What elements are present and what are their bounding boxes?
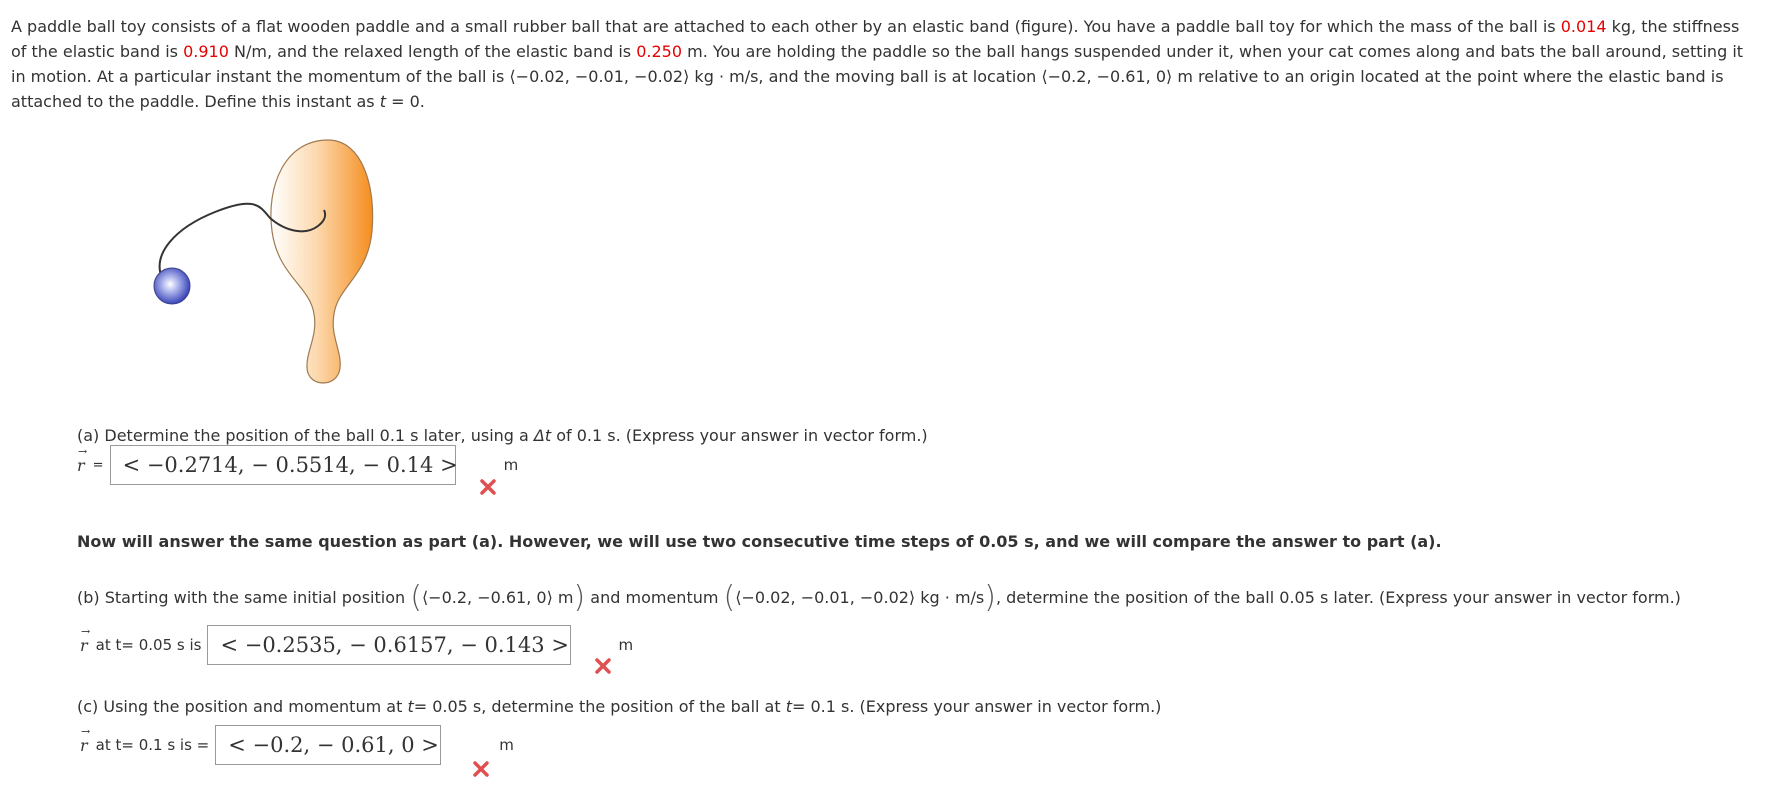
- part-b-text-1: (b) Starting with the same initial position: [77, 588, 411, 607]
- part-b-text-3: , determine the position of the ball 0.05 s later. (Express your answer in vector form.): [995, 588, 1681, 607]
- part-c-label: at t= 0.1 s is =: [95, 736, 210, 754]
- stiffness-value: 0.910: [183, 42, 229, 61]
- r-vector-symbol: → r: [77, 444, 88, 475]
- relaxed-length-value: 0.250: [636, 42, 683, 61]
- paren-close: ): [573, 580, 586, 615]
- paren-open: (: [410, 580, 422, 615]
- part-c-unit: m: [499, 736, 514, 754]
- intro-text-1: A paddle ball toy consists of a flat wooden paddle and a small rubber ball that are attached to each other by an elastic band (figure). You have a paddle ball toy for which the mass of the ball is: [11, 17, 1561, 36]
- intro-text-5: and the moving ball is at location: [763, 67, 1042, 86]
- incorrect-x-icon: [594, 657, 612, 675]
- intro-text-4: m. You are holding the paddle so the ball hangs suspended under it, when your cat comes along and bats the ball around, setting it in motion. At a particular instant the momentum of the ball is: [11, 42, 1744, 86]
- intro-text-2: kg, the stiffness of the elastic band is: [11, 17, 1740, 61]
- delta-t-symbol: Δt: [533, 426, 552, 445]
- part-a-text-1: (a) Determine the position of the ball 0.1 s later, using a: [77, 426, 534, 445]
- part-b-label: at t= 0.05 s is: [95, 636, 202, 654]
- incorrect-x-icon: [479, 478, 497, 496]
- part-a-unit: m: [503, 456, 519, 474]
- r-vector-symbol: → r: [80, 724, 91, 755]
- t-variable: t: [785, 697, 792, 716]
- part-b-answer-box[interactable]: [207, 625, 571, 665]
- paren-close-2: ): [984, 580, 996, 615]
- part-b-question: [77, 580, 1681, 615]
- incorrect-x-icon: [472, 760, 490, 778]
- part-c-answer-row: [80, 725, 514, 765]
- mass-value: 0.014: [1560, 17, 1607, 36]
- t-variable: t: [379, 92, 387, 111]
- part-c-answer-value: < −0.2, − 0.61, 0 >: [228, 733, 439, 757]
- part-a-question: [77, 426, 928, 445]
- part-c-answer-box[interactable]: [215, 725, 441, 765]
- part-a-answer-value: < −0.2714, − 0.5514, − 0.14 >: [122, 453, 458, 477]
- paddle-ball-figure: [140, 136, 420, 406]
- part-a-answer-box[interactable]: [110, 445, 456, 485]
- intro-text-6: relative to an origin located at the point where the elastic band is attached to the paddle. Define this instant as: [11, 67, 1724, 111]
- part-c-text-1: (c) Using the position and momentum at: [77, 697, 408, 716]
- part-c-text-3: = 0.1 s. (Express your answer in vector form.): [791, 697, 1162, 716]
- part-b-answer-row: [80, 625, 633, 665]
- equals-sign: =: [92, 457, 104, 473]
- intro-text-7: = 0.: [386, 92, 425, 111]
- part-b-answer-value: < −0.2535, − 0.6157, − 0.143 >: [220, 633, 569, 657]
- part-b-momentum: ⟨−0.02, −0.01, −0.02⟩ kg · m/s: [735, 588, 985, 607]
- initial-momentum: ⟨−0.02, −0.01, −0.02⟩ kg · m/s,: [509, 67, 764, 86]
- r-vector-symbol: → r: [80, 624, 91, 655]
- instruction-note: Now will answer the same question as part (a). However, we will use two consecutive time steps of 0.05 s, and we will compare the answer to part (a).: [77, 532, 1442, 551]
- part-a-answer-row: [77, 445, 518, 485]
- part-b-unit: m: [618, 636, 634, 654]
- problem-statement: [11, 14, 1751, 114]
- intro-text-3: N/m, and the relaxed length of the elastic band is: [228, 42, 637, 61]
- part-b-position: ⟨−0.2, −0.61, 0⟩ m: [421, 588, 574, 607]
- part-a-text-2: of 0.1 s. (Express your answer in vector form.): [551, 426, 928, 445]
- paren-open-2: (: [723, 580, 736, 615]
- part-b-text-2: and momentum: [585, 588, 724, 607]
- t-variable: t: [407, 697, 414, 716]
- initial-location: ⟨−0.2, −0.61, 0⟩ m: [1041, 67, 1193, 86]
- rubber-ball: [154, 268, 190, 304]
- paddle-shape: [271, 140, 373, 383]
- part-c-text-2: = 0.05 s, determine the position of the ball at: [413, 697, 786, 716]
- part-c-question: [77, 697, 1161, 716]
